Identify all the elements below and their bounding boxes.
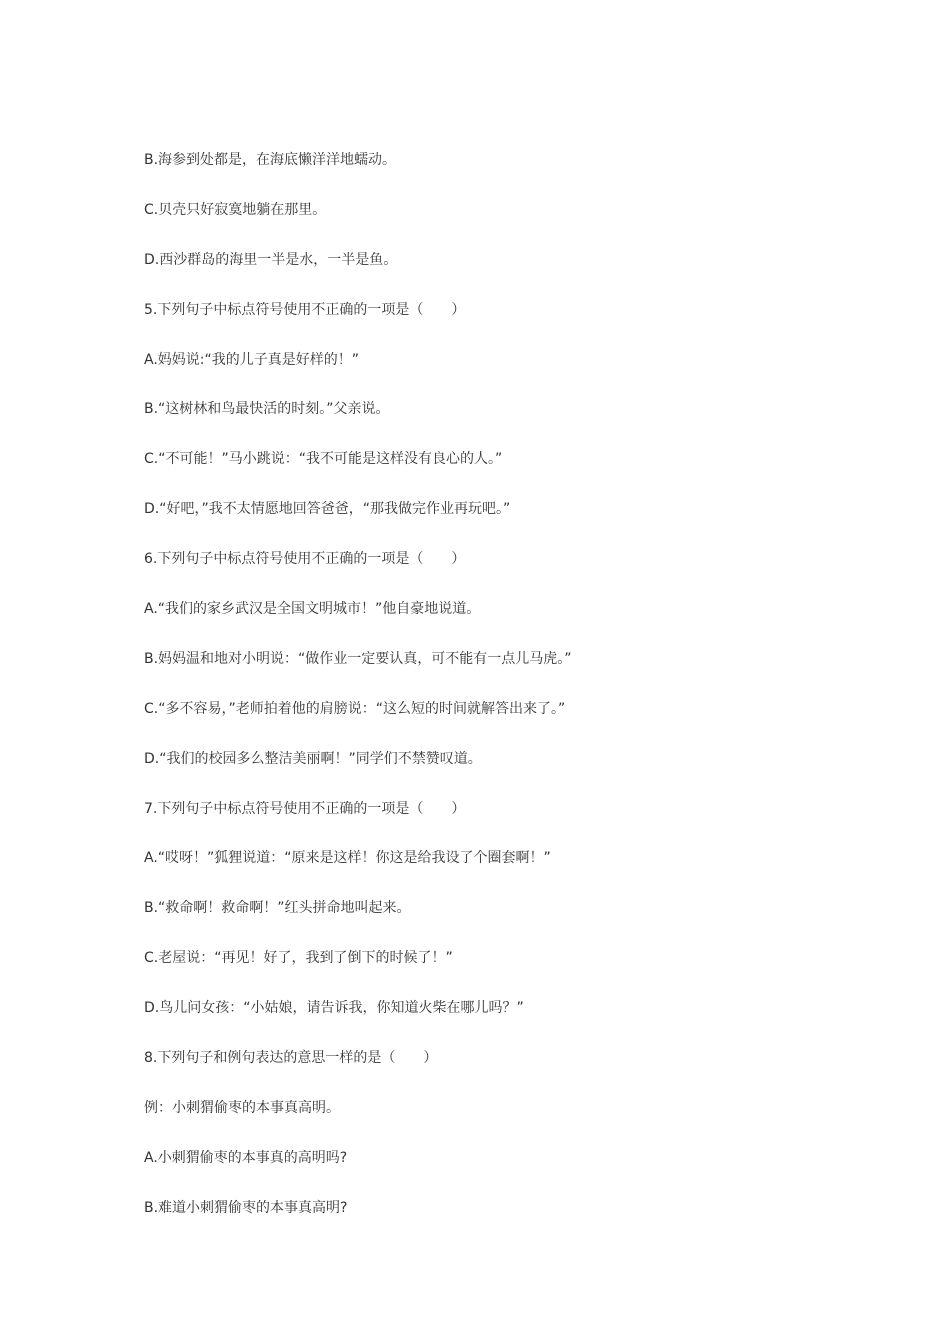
question-line: 5.下列句子中标点符号使用不正确的一项是（ ） [144, 301, 466, 318]
option-line: A.“我们的家乡武汉是全国文明城市！”他自豪地说道。 [144, 601, 481, 618]
question-line: 7.下列句子中标点符号使用不正确的一项是（ ） [144, 800, 466, 817]
option-line: B.难道小刺猬偷枣的本事真高明? [144, 1199, 348, 1216]
option-line: B.妈妈温和地对小明说：“做作业一定要认真，可不能有一点儿马虎。” [144, 650, 572, 667]
option-line: C.老屋说：“再见！好了，我到了倒下的时候了！” [144, 950, 453, 967]
example-line: 例：小刺猬偷枣的本事真高明。 [144, 1099, 340, 1116]
question-text-block [144, 146, 904, 1244]
option-line: D.“好吧，”我不太情愿地回答爸爸，“那我做完作业再玩吧。” [144, 501, 511, 518]
option-line: C.贝壳只好寂寞地躺在那里。 [144, 201, 327, 218]
option-line: B.“这树林和鸟最快活的时刻。”父亲说。 [144, 401, 390, 418]
option-line: A.小刺猬偷枣的本事真的高明吗? [144, 1149, 348, 1166]
option-line: A.“哎呀！”狐狸说道：“原来是这样！你这是给我设了个圈套啊！” [144, 850, 551, 867]
question-line: 6.下列句子中标点符号使用不正确的一项是（ ） [144, 551, 466, 568]
option-line: B.“救命啊！救命啊！”红头拼命地叫起来。 [144, 900, 411, 917]
question-line: 8.下列句子和例句表达的意思一样的是（ ） [144, 1050, 438, 1067]
option-line: A.妈妈说:“我的儿子真是好样的！” [144, 351, 360, 368]
option-line: B.海参到处都是，在海底懒洋洋地蠕动。 [144, 152, 397, 168]
option-line: C.“不可能！”马小跳说：“我不可能是这样没有良心的人。” [144, 451, 503, 468]
option-line: D.西沙群岛的海里一半是水，一半是鱼。 [144, 251, 398, 268]
option-line: C.“多不容易，”老师拍着他的肩膀说：“这么短的时间就解答出来了。” [144, 700, 566, 717]
option-line: D.“我们的校园多么整洁美丽啊！”同学们不禁赞叹道。 [144, 750, 482, 767]
option-line: D.鸟儿问女孩：“小姑娘，请告诉我，你知道火柴在哪儿吗？” [144, 1000, 524, 1017]
